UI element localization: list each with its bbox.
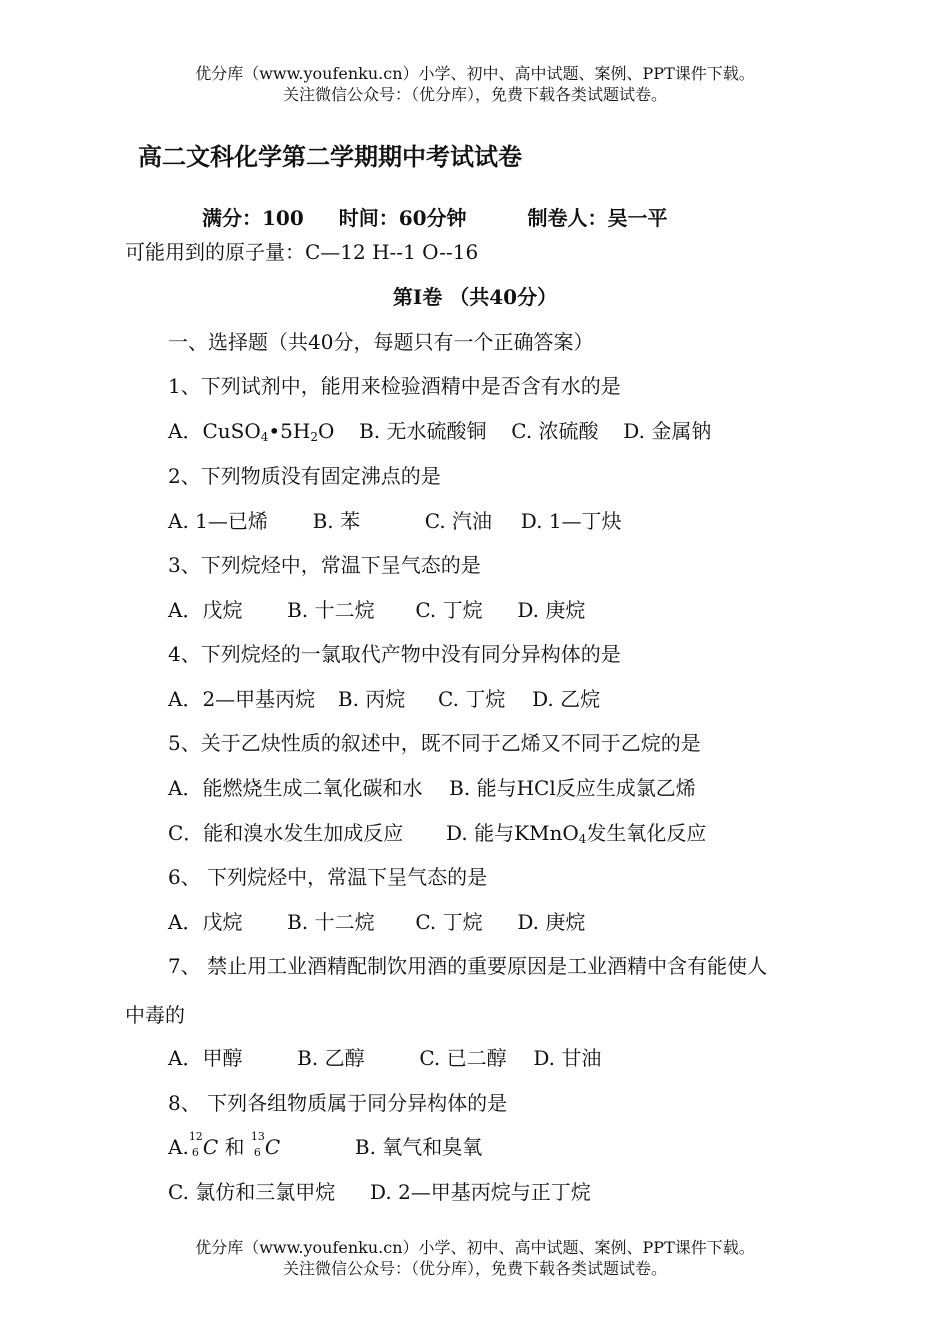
question-5-options-ab	[168, 772, 696, 801]
question-1-options	[168, 415, 711, 444]
full-score: 满分：100	[202, 206, 304, 230]
section-heading: 一、选择题（共40分，每题只有一个正确答案）	[168, 330, 594, 354]
q1-option-d: D. 金属钠	[623, 419, 712, 443]
carbon-13-nuclide: 13 6	[250, 1130, 265, 1159]
exam-title: 高二文科化学第二学期期中考试试卷	[138, 143, 522, 171]
header-line-1: 优分库（www.youfenku.cn）小学、初中、高中试题、案例、PPT课件下载。	[195, 64, 755, 83]
atomic-masses: 可能用到的原子量：C—12 H--1 O--16	[125, 240, 479, 264]
q6-option-d: D. 庚烷	[517, 910, 586, 934]
q8-option-c: C. 氯仿和三氯甲烷	[168, 1180, 336, 1204]
q4-option-b: B. 丙烷	[337, 687, 406, 711]
footer-line-2: 关注微信公众号：（优分库），免费下载各类试题试卷。	[282, 1259, 667, 1278]
q2-option-d: D. 1—丁炔	[520, 509, 622, 533]
q6-option-b: B. 十二烷	[287, 910, 375, 934]
question-2-stem: 2、下列物质没有固定沸点的是	[168, 464, 441, 488]
question-2-options	[168, 505, 622, 534]
question-7-stem-cont: 中毒的	[125, 1003, 185, 1027]
q2-option-b: B. 苯	[312, 509, 361, 533]
q7-option-a: A．甲醇	[168, 1046, 243, 1070]
question-4-stem: 4、下列烷烃的一氯取代产物中没有同分异构体的是	[168, 642, 621, 666]
footer-line-1: 优分库（www.youfenku.cn）小学、初中、高中试题、案例、PPT课件下载。	[195, 1238, 755, 1257]
q4-option-c: C. 丁烷	[438, 687, 506, 711]
question-1-stem: 1、下列试剂中，能用来检验酒精中是否含有水的是	[168, 374, 621, 398]
q3-option-a: A．戊烷	[168, 598, 243, 622]
question-5-options-cd	[168, 817, 706, 846]
q5-option-c: C．能和溴水发生加成反应	[168, 821, 404, 845]
q7-option-d: D. 甘油	[533, 1046, 602, 1070]
question-8-options-ab	[168, 1131, 482, 1160]
question-5-stem: 5、关于乙炔性质的叙述中，既不同于乙烯又不同于乙烷的是	[168, 731, 701, 755]
question-6-options	[168, 906, 585, 935]
q3-option-c: C. 丁烷	[415, 598, 483, 622]
q7-option-c: C. 已二醇	[419, 1046, 507, 1070]
exam-meta	[202, 202, 696, 231]
q3-option-d: D. 庚烷	[517, 598, 586, 622]
q8-option-a: A. 12 6 C 和 13 6 C	[168, 1130, 281, 1159]
q2-option-c: C. 汽油	[424, 509, 493, 533]
q1-option-c: C. 浓硫酸	[511, 419, 599, 443]
q1-option-a: A．$CuSO_4•5H_2O$	[168, 419, 335, 444]
q6-option-c: C. 丁烷	[415, 910, 483, 934]
q2-option-a: A. 1—已烯	[168, 509, 268, 533]
question-8-options-cd	[168, 1176, 591, 1205]
page-header	[0, 63, 950, 105]
carbon-12-nuclide: 12 6	[188, 1130, 203, 1159]
q3-option-b: B. 十二烷	[287, 598, 375, 622]
question-6-stem: 6、 下列烷烃中，常温下呈气态的是	[168, 865, 488, 889]
q5-option-b: B. 能与HCl反应生成氯乙烯	[449, 776, 696, 800]
question-4-options	[168, 683, 600, 712]
q7-option-b: B. 乙醇	[297, 1046, 365, 1070]
q1-option-b: B. 无水硫酸铜	[359, 419, 487, 443]
q5-option-d: D. 能与KMnO$_4$发生氧化反应	[446, 821, 707, 846]
question-3-stem: 3、下列烷烃中，常温下呈气态的是	[168, 553, 481, 577]
q5-option-a: A．能燃烧生成二氧化碳和水	[168, 776, 423, 800]
header-line-2: 关注微信公众号：（优分库），免费下载各类试题试卷。	[282, 85, 667, 104]
exam-author: 制卷人：吴一平	[527, 206, 668, 230]
part-heading: 第Ⅰ卷 （共40分）	[392, 285, 558, 309]
question-7-options	[168, 1042, 601, 1071]
question-3-options	[168, 594, 585, 623]
q6-option-a: A．戊烷	[168, 910, 243, 934]
q4-option-d: D. 乙烷	[532, 687, 601, 711]
question-8-stem: 8、 下列各组物质属于同分异构体的是	[168, 1091, 508, 1115]
page-footer	[0, 1237, 950, 1279]
q4-option-a: A．2—甲基丙烷	[168, 687, 316, 711]
q8-option-d: D. 2—甲基丙烷与正丁烷	[370, 1180, 591, 1204]
question-7-stem: 7、 禁止用工业酒精配制饮用酒的重要原因是工业酒精中含有能使人	[168, 954, 768, 978]
exam-time: 时间：60分钟	[338, 206, 467, 230]
q8-option-b: B. 氧气和臭氧	[354, 1135, 483, 1159]
